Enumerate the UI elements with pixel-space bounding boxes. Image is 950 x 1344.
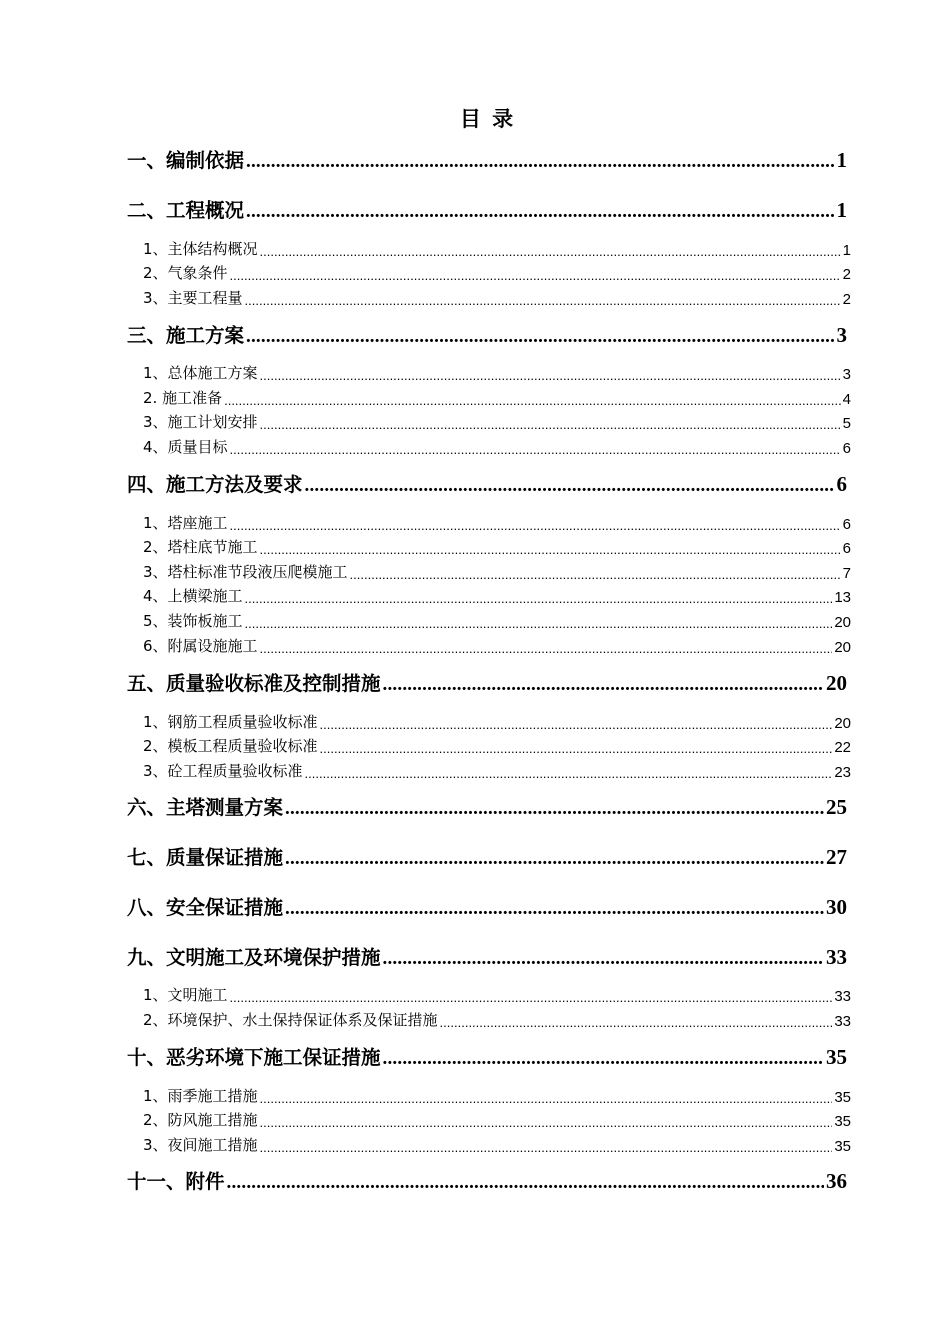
toc-entry-label: 3、塔柱标准节段液压爬模施工: [143, 563, 348, 581]
toc-entry-label: 七、质量保证措施: [127, 846, 284, 869]
toc-entry-label: 六、主塔测量方案: [127, 796, 284, 819]
toc-chapter-entry[interactable]: [127, 1040, 847, 1070]
toc-dot-leader: [260, 542, 841, 557]
toc-chapter-entry[interactable]: [127, 1164, 847, 1194]
toc-entry-page-number: 2: [842, 266, 851, 283]
toc-dot-leader: [227, 1172, 824, 1194]
toc-dot-leader: [260, 641, 833, 656]
toc-entry-page-number: 3: [842, 366, 851, 383]
toc-entry-label: 2、环境保护、水土保持保证体系及保证措施: [143, 1011, 438, 1029]
toc-entry-page-number: 20: [834, 715, 851, 732]
toc-dot-leader: [285, 798, 824, 820]
toc-entry-label: 1、塔座施工: [143, 514, 228, 532]
toc-entry-label: 十、恶劣环境下施工保证措施: [127, 1046, 381, 1069]
toc-entry-page-number: 36: [826, 1169, 847, 1193]
toc-entry-label: 2、气象条件: [143, 264, 228, 282]
toc-dot-leader: [383, 1048, 824, 1070]
toc-dot-leader: [246, 201, 834, 223]
toc-entry-label: 九、文明施工及环境保护措施: [127, 946, 381, 969]
toc-entry-page-number: 13: [834, 589, 851, 606]
toc-section-entry[interactable]: [143, 1084, 851, 1106]
toc-dot-leader: [305, 766, 833, 781]
toc-entry-page-number: 35: [834, 1089, 851, 1106]
toc-entry-page-number: 23: [834, 764, 851, 781]
toc-chapter-entry[interactable]: [127, 790, 847, 820]
toc-entry-page-number: 20: [834, 614, 851, 631]
toc-section-entry[interactable]: [143, 584, 851, 606]
toc-section-entry[interactable]: [143, 361, 851, 383]
toc-entry-label: 2. 施工准备: [143, 389, 223, 407]
toc-entry-page-number: 6: [836, 472, 847, 496]
toc-entry-label: 十一、附件: [127, 1170, 225, 1193]
toc-entry-page-number: 6: [842, 440, 851, 457]
toc-section-entry[interactable]: [143, 286, 851, 308]
toc-entry-label: 1、文明施工: [143, 986, 228, 1004]
toc-entry-label: 3、主要工程量: [143, 289, 243, 307]
toc-dot-leader: [260, 417, 841, 432]
toc-entry-label: 3、夜间施工措施: [143, 1136, 258, 1154]
toc-entry-label: 2、防风施工措施: [143, 1111, 258, 1129]
toc-dot-leader: [260, 1091, 833, 1106]
toc-entry-label: 1、雨季施工措施: [143, 1087, 258, 1105]
toc-entry-page-number: 5: [842, 415, 851, 432]
toc-dot-leader: [260, 368, 841, 383]
toc-entry-page-number: 1: [836, 198, 847, 222]
toc-entry-label: 八、安全保证措施: [127, 896, 284, 919]
toc-entry-label: 四、施工方法及要求: [127, 473, 303, 496]
toc-section-entry[interactable]: [143, 261, 851, 283]
toc-section-entry[interactable]: [143, 609, 851, 631]
toc-chapter-entry[interactable]: [127, 940, 847, 970]
toc-section-entry[interactable]: [143, 435, 851, 457]
toc-entry-label: 3、施工计划安排: [143, 413, 258, 431]
toc-entry-page-number: 20: [834, 639, 851, 656]
toc-entry-page-number: 35: [834, 1138, 851, 1155]
toc-entry-label: 4、上横梁施工: [143, 587, 243, 605]
toc-dot-leader: [246, 151, 834, 173]
toc-section-entry[interactable]: [143, 511, 851, 533]
toc-dot-leader: [230, 268, 841, 283]
toc-dot-leader: [245, 591, 833, 606]
toc-entry-page-number: 6: [842, 516, 851, 533]
toc-entry-label: 5、装饰板施工: [143, 612, 243, 630]
toc-dot-leader: [245, 293, 841, 308]
toc-entry-label: 4、质量目标: [143, 438, 228, 456]
toc-section-entry[interactable]: [143, 734, 851, 756]
toc-section-entry[interactable]: [143, 759, 851, 781]
toc-entry-label: 1、钢筋工程质量验收标准: [143, 713, 318, 731]
toc-section-entry[interactable]: [143, 1133, 851, 1155]
toc-dot-leader: [224, 393, 841, 408]
toc-section-entry[interactable]: [143, 535, 851, 557]
toc-entry-label: 一、编制依据: [127, 149, 245, 172]
toc-entry-page-number: 33: [834, 988, 851, 1005]
toc-entry-page-number: 27: [826, 845, 847, 869]
toc-entry-page-number: 35: [826, 1045, 847, 1069]
toc-chapter-entry[interactable]: [127, 318, 847, 348]
toc-dot-leader: [383, 674, 824, 696]
toc-entry-label: 6、附属设施施工: [143, 637, 258, 655]
toc-section-entry[interactable]: [143, 1008, 851, 1030]
toc-dot-leader: [230, 442, 841, 457]
toc-section-entry[interactable]: [143, 983, 851, 1005]
toc-dot-leader: [285, 898, 824, 920]
toc-chapter-entry[interactable]: [127, 840, 847, 870]
toc-dot-leader: [260, 1140, 833, 1155]
toc-entry-page-number: 6: [842, 540, 851, 557]
toc-dot-leader: [440, 1015, 833, 1030]
toc-entry-page-number: 4: [842, 391, 851, 408]
toc-entry-page-number: 3: [836, 323, 847, 347]
toc-title: 目 录: [459, 106, 516, 131]
toc-dot-leader: [245, 616, 833, 631]
toc-section-entry[interactable]: [143, 410, 851, 432]
toc-chapter-entry[interactable]: [127, 666, 847, 696]
toc-entry-label: 五、质量验收标准及控制措施: [127, 672, 381, 695]
toc-dot-leader: [230, 990, 833, 1005]
toc-entry-page-number: 30: [826, 895, 847, 919]
toc-entry-page-number: 33: [826, 945, 847, 969]
toc-entry-label: 2、塔柱底节施工: [143, 538, 258, 556]
toc-entry-label: 1、总体施工方案: [143, 364, 258, 382]
toc-dot-leader: [383, 948, 824, 970]
toc-section-entry[interactable]: [143, 237, 851, 259]
toc-entry-page-number: 25: [826, 795, 847, 819]
toc-entry-page-number: 35: [834, 1113, 851, 1130]
toc-entry-page-number: 7: [842, 565, 851, 582]
toc-entry-label: 二、工程概况: [127, 199, 245, 222]
toc-section-entry[interactable]: [143, 1108, 851, 1130]
toc-entry-page-number: 1: [836, 148, 847, 172]
toc-entry-label: 1、主体结构概况: [143, 240, 258, 258]
toc-dot-leader: [260, 1115, 833, 1130]
toc-section-entry[interactable]: [143, 560, 851, 582]
toc-dot-leader: [305, 475, 835, 497]
toc-entry-page-number: 20: [826, 671, 847, 695]
toc-dot-leader: [260, 244, 841, 259]
toc-dot-leader: [320, 741, 833, 756]
toc-dot-leader: [230, 518, 841, 533]
toc-entry-page-number: 2: [842, 291, 851, 308]
toc-chapter-entry[interactable]: [127, 467, 847, 497]
toc-entry-label: 三、施工方案: [127, 324, 245, 347]
toc-dot-leader: [350, 567, 841, 582]
toc-entry-label: 2、模板工程质量验收标准: [143, 737, 318, 755]
toc-entry-page-number: 22: [834, 739, 851, 756]
toc-section-entry[interactable]: [143, 634, 851, 656]
toc-chapter-entry[interactable]: [127, 143, 847, 173]
toc-section-entry[interactable]: [143, 386, 851, 408]
toc-dot-leader: [320, 717, 833, 732]
toc-chapter-entry[interactable]: [127, 193, 847, 223]
toc-dot-leader: [285, 848, 824, 870]
toc-chapter-entry[interactable]: [127, 890, 847, 920]
toc-entry-label: 3、砼工程质量验收标准: [143, 762, 303, 780]
toc-dot-leader: [246, 326, 834, 348]
toc-entry-page-number: 1: [842, 242, 851, 259]
toc-section-entry[interactable]: [143, 710, 851, 732]
toc-entry-page-number: 33: [834, 1013, 851, 1030]
